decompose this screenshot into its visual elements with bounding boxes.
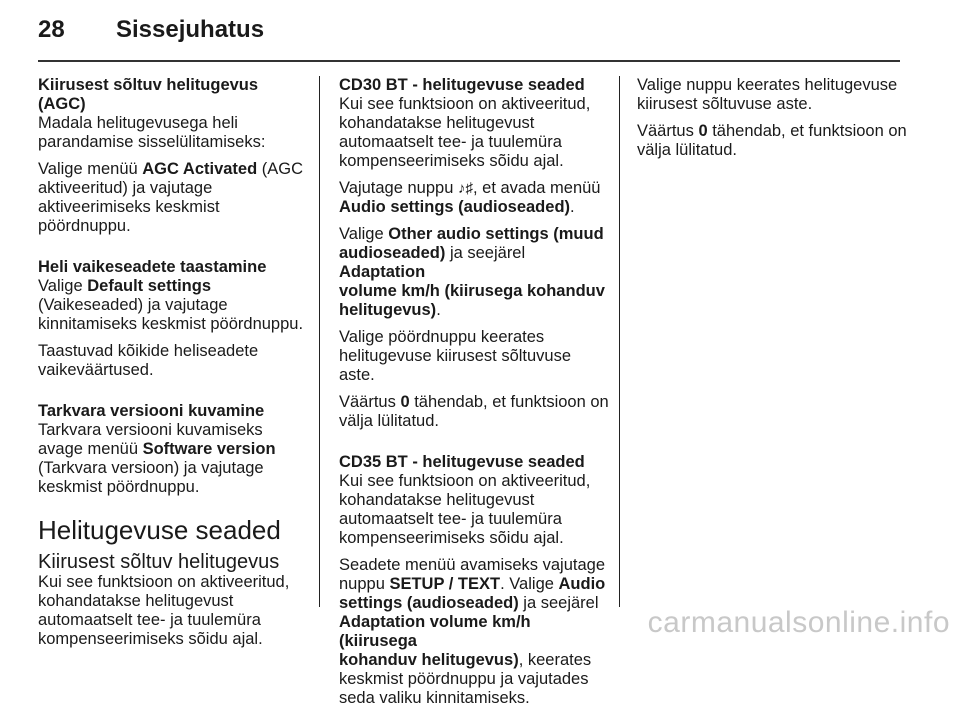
text: Valige nuppu keerates helitugevuse [637, 76, 898, 94]
menu-item-other-audio-settings: audioseaded) [339, 244, 446, 262]
page-title: Sissejuhatus [116, 16, 265, 43]
text: aktiveerimiseks keskmist [38, 198, 220, 216]
cd30-paragraph-3 [339, 225, 611, 320]
volume-paragraph [38, 573, 310, 649]
text: kohandatakse helitugevust [339, 114, 535, 132]
agc-section [38, 76, 310, 236]
col3-paragraph-1 [637, 76, 909, 114]
text: pöördnuppu. [38, 217, 131, 235]
text: kiirusest sõltuvuse aste. [637, 95, 813, 113]
volume-subheading: Kiirusest sõltuv helitugevus [38, 551, 280, 573]
text: , keerates [518, 651, 592, 669]
text: . [570, 198, 575, 216]
text: välja lülitatud. [637, 141, 737, 159]
tone-button-icon: ♪♯ [457, 180, 473, 197]
cd30-heading: CD30 BT - helitugevuse seaded [339, 76, 585, 94]
menu-item-audio-settings: settings (audioseaded) [339, 594, 519, 612]
text: , et avada menüü [472, 179, 601, 197]
text: . Valige [500, 575, 559, 593]
text: seda valiku kinnitamiseks. [339, 689, 530, 707]
menu-item-default-settings: Default settings [87, 277, 212, 295]
reset-paragraph-2 [38, 342, 310, 380]
button-setup-text: SETUP / TEXT [389, 575, 501, 593]
value-zero: 0 [400, 393, 410, 411]
text: Tarkvara versiooni kuvamiseks [38, 421, 263, 439]
text: helitugevuse kiirusest sõltuvuse aste. [339, 347, 572, 384]
text: Väärtus [637, 122, 699, 140]
text: Valige [339, 225, 389, 243]
cd35-paragraph-2 [339, 556, 611, 708]
text: tähendab, et funktsioon on [707, 122, 907, 140]
text: Valige menüü [38, 160, 143, 178]
text: ja seejärel [518, 594, 599, 612]
col3-paragraph-2 [637, 122, 909, 160]
menu-item-agc-activated: AGC Activated [142, 160, 258, 178]
reset-paragraph-1 [38, 277, 310, 334]
reset-section [38, 258, 310, 380]
text: automaatselt tee- ja tuulemüra [339, 133, 562, 151]
text: keskmist pöördnuppu ja vajutades [339, 670, 589, 688]
menu-item-adaptation-volume: kohanduv helitugevus) [339, 651, 519, 669]
cd35-paragraph-1 [339, 472, 611, 548]
column-divider-1 [319, 76, 320, 607]
cd35-section [339, 453, 611, 708]
text: avage menüü [38, 440, 143, 458]
software-paragraph [38, 421, 310, 497]
text: Valige [38, 277, 88, 295]
menu-item-adaptation-volume: volume km/h (kiirusega kohanduv [339, 282, 605, 300]
menu-item-other-audio-settings: Other audio settings (muud [388, 225, 604, 243]
reset-heading: Heli vaikeseadete taastamine [38, 258, 267, 276]
column-3 [637, 76, 909, 168]
menu-item-adaptation-volume: Adaptation [339, 263, 426, 281]
text: (Tarkvara versioon) ja vajutage [38, 459, 264, 477]
menu-item-audio-settings: Audio settings (audioseaded) [339, 198, 571, 216]
text: ja seejärel [445, 244, 526, 262]
text: (Vaikeseaded) ja vajutage [38, 296, 228, 314]
text: välja lülitatud. [339, 412, 439, 430]
text: . [436, 301, 441, 319]
text: tähendab, et funktsioon on [409, 393, 609, 411]
text: Kui see funktsioon on aktiveeritud, [38, 573, 290, 591]
text: keskmist pöördnuppu. [38, 478, 200, 496]
text: Vajutage nuppu [339, 179, 458, 197]
agc-paragraph-2 [38, 160, 310, 236]
text: Väärtus [339, 393, 401, 411]
column-2 [339, 76, 611, 716]
text: automaatselt tee- ja tuulemüra [339, 510, 562, 528]
software-heading: Tarkvara versiooni kuvamine [38, 402, 265, 420]
text: vaikeväärtused. [38, 361, 154, 379]
text: kompenseerimiseks sõidu ajal. [339, 529, 564, 547]
column-divider-2 [619, 76, 620, 607]
text: kohandatakse helitugevust [38, 592, 234, 610]
text: Kui see funktsioon on aktiveeritud, [339, 472, 591, 490]
text: Madala helitugevusega heli [38, 114, 238, 132]
menu-item-adaptation-volume: helitugevus) [339, 301, 437, 319]
cd30-section [339, 76, 611, 431]
text: kohandatakse helitugevust [339, 491, 535, 509]
header-rule [38, 60, 900, 62]
text: aktiveeritud) ja vajutage [38, 179, 213, 197]
volume-heading: Helitugevuse seaded [38, 515, 281, 545]
cd35-heading: CD35 BT - helitugevuse seaded [339, 453, 585, 471]
value-zero: 0 [698, 122, 708, 140]
software-section [38, 402, 310, 497]
text: kompenseerimiseks sõidu ajal. [339, 152, 564, 170]
cd30-paragraph-5 [339, 393, 611, 431]
menu-item-adaptation-volume: Adaptation volume km/h (kiirusega [339, 613, 531, 650]
page-number: 28 [38, 16, 65, 43]
text: (AGC [257, 160, 304, 178]
text: Seadete menüü avamiseks vajutage [339, 556, 605, 574]
text: kinnitamiseks keskmist pöördnuppu. [38, 315, 304, 333]
menu-item-audio-settings: Audio [558, 575, 606, 593]
volume-section [38, 515, 310, 649]
text: Taastuvad kõikide heliseadete [38, 342, 259, 360]
agc-heading: Kiirusest sõltuv helitugevus (AGC) [38, 76, 259, 113]
text: nuppu [339, 575, 390, 593]
cd30-paragraph-4 [339, 328, 611, 385]
menu-item-software-version: Software version [142, 440, 276, 458]
watermark: carmanualsonline.info [647, 606, 950, 639]
agc-paragraph-1 [38, 114, 310, 152]
text: Kui see funktsioon on aktiveeritud, [339, 95, 591, 113]
cd30-paragraph-1 [339, 95, 611, 171]
text: Valige pöördnuppu keerates [339, 328, 545, 346]
text: parandamise sisselülitamiseks: [38, 133, 266, 151]
column-1 [38, 76, 310, 657]
text: automaatselt tee- ja tuulemüra [38, 611, 261, 629]
cd30-paragraph-2 [339, 179, 611, 217]
text: kompenseerimiseks sõidu ajal. [38, 630, 263, 648]
